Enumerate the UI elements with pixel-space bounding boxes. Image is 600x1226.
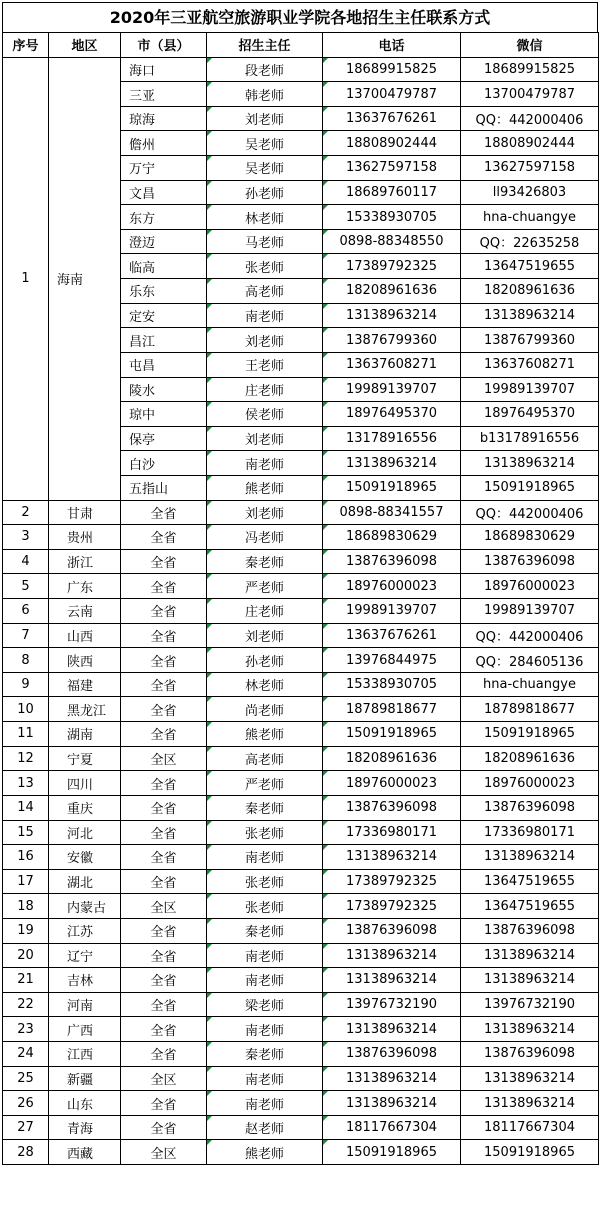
director-cell: 尚老师 xyxy=(207,697,323,722)
city-cell: 全省 xyxy=(121,722,207,747)
table-row xyxy=(3,992,599,1017)
wechat-cell: 13876799360 xyxy=(461,328,599,353)
city-cell: 琼海 xyxy=(121,106,207,131)
table-row xyxy=(3,746,599,771)
phone-cell: 18117667304 xyxy=(323,1115,461,1140)
phone-cell: 13976732190 xyxy=(323,992,461,1017)
row-index: 13 xyxy=(3,771,49,796)
wechat-cell: 13647519655 xyxy=(461,254,599,279)
city-cell: 儋州 xyxy=(121,131,207,156)
wechat-cell: 13138963214 xyxy=(461,845,599,870)
director-cell: 南老师 xyxy=(207,943,323,968)
city-cell: 全省 xyxy=(121,1115,207,1140)
phone-cell: 18976495370 xyxy=(323,402,461,427)
header-director: 招生主任 xyxy=(207,33,323,58)
region-cell: 山西 xyxy=(49,623,121,648)
wechat-cell: 13700479787 xyxy=(461,82,599,107)
phone-cell: 17389792325 xyxy=(323,894,461,919)
row-index: 18 xyxy=(3,894,49,919)
director-cell: 孙老师 xyxy=(207,180,323,205)
wechat-cell: QQ：442000406 xyxy=(461,500,599,525)
phone-cell: 15091918965 xyxy=(323,722,461,747)
table-row xyxy=(3,697,599,722)
phone-cell: 15338930705 xyxy=(323,205,461,230)
wechat-cell: 19989139707 xyxy=(461,599,599,624)
city-cell: 琼中 xyxy=(121,402,207,427)
header-row xyxy=(3,33,599,58)
wechat-cell: 13138963214 xyxy=(461,303,599,328)
phone-cell: 13627597158 xyxy=(323,156,461,181)
director-cell: 严老师 xyxy=(207,771,323,796)
phone-cell: 13637676261 xyxy=(323,106,461,131)
phone-cell: 18208961636 xyxy=(323,279,461,304)
table-row xyxy=(3,820,599,845)
phone-cell: 13138963214 xyxy=(323,943,461,968)
wechat-cell: 18208961636 xyxy=(461,279,599,304)
region-cell: 重庆 xyxy=(49,795,121,820)
phone-cell: 13138963214 xyxy=(323,451,461,476)
director-cell: 秦老师 xyxy=(207,918,323,943)
phone-cell: 13700479787 xyxy=(323,82,461,107)
table-row xyxy=(3,1091,599,1116)
table-row xyxy=(3,648,599,673)
director-cell: 南老师 xyxy=(207,1017,323,1042)
director-cell: 马老师 xyxy=(207,229,323,254)
wechat-cell: 13627597158 xyxy=(461,156,599,181)
header-phone: 电话 xyxy=(323,33,461,58)
region-cell: 海南 xyxy=(49,57,121,500)
row-index: 4 xyxy=(3,549,49,574)
phone-cell: 13637608271 xyxy=(323,352,461,377)
table-row xyxy=(3,869,599,894)
row-index: 11 xyxy=(3,722,49,747)
director-cell: 秦老师 xyxy=(207,1041,323,1066)
row-index: 17 xyxy=(3,869,49,894)
phone-cell: 13138963214 xyxy=(323,968,461,993)
contact-sheet xyxy=(2,2,598,1165)
city-cell: 全省 xyxy=(121,943,207,968)
table-row xyxy=(3,795,599,820)
director-cell: 张老师 xyxy=(207,894,323,919)
city-cell: 全区 xyxy=(121,894,207,919)
wechat-cell: 13647519655 xyxy=(461,894,599,919)
phone-cell: 13138963214 xyxy=(323,845,461,870)
phone-cell: 19989139707 xyxy=(323,599,461,624)
director-cell: 赵老师 xyxy=(207,1115,323,1140)
phone-cell: 17389792325 xyxy=(323,869,461,894)
city-cell: 全省 xyxy=(121,968,207,993)
row-index: 12 xyxy=(3,746,49,771)
director-cell: 庄老师 xyxy=(207,377,323,402)
phone-cell: 18808902444 xyxy=(323,131,461,156)
phone-cell: 18789818677 xyxy=(323,697,461,722)
director-cell: 张老师 xyxy=(207,869,323,894)
row-index: 5 xyxy=(3,574,49,599)
phone-cell: 13178916556 xyxy=(323,426,461,451)
region-cell: 安徽 xyxy=(49,845,121,870)
city-cell: 全省 xyxy=(121,869,207,894)
director-cell: 熊老师 xyxy=(207,1140,323,1165)
table-row xyxy=(3,1066,599,1091)
phone-cell: 13876799360 xyxy=(323,328,461,353)
phone-cell: 13138963214 xyxy=(323,1017,461,1042)
row-index: 6 xyxy=(3,599,49,624)
city-cell: 全省 xyxy=(121,845,207,870)
wechat-cell: QQ：442000406 xyxy=(461,106,599,131)
city-cell: 全区 xyxy=(121,746,207,771)
table-row xyxy=(3,722,599,747)
row-index: 10 xyxy=(3,697,49,722)
city-cell: 全省 xyxy=(121,525,207,550)
wechat-cell: 18808902444 xyxy=(461,131,599,156)
phone-cell: 13976844975 xyxy=(323,648,461,673)
region-cell: 宁夏 xyxy=(49,746,121,771)
wechat-cell: 13876396098 xyxy=(461,549,599,574)
region-cell: 河南 xyxy=(49,992,121,1017)
director-cell: 刘老师 xyxy=(207,328,323,353)
director-cell: 南老师 xyxy=(207,845,323,870)
row-index: 15 xyxy=(3,820,49,845)
table-row xyxy=(3,771,599,796)
wechat-cell: 13876396098 xyxy=(461,1041,599,1066)
director-cell: 刘老师 xyxy=(207,426,323,451)
director-cell: 秦老师 xyxy=(207,795,323,820)
region-cell: 吉林 xyxy=(49,968,121,993)
wechat-cell: 13647519655 xyxy=(461,869,599,894)
city-cell: 临高 xyxy=(121,254,207,279)
row-index: 26 xyxy=(3,1091,49,1116)
wechat-cell: 13138963214 xyxy=(461,451,599,476)
region-cell: 黑龙江 xyxy=(49,697,121,722)
phone-cell: 18976000023 xyxy=(323,574,461,599)
director-cell: 吴老师 xyxy=(207,131,323,156)
city-cell: 全省 xyxy=(121,623,207,648)
director-cell: 熊老师 xyxy=(207,722,323,747)
city-cell: 澄迈 xyxy=(121,229,207,254)
director-cell: 孙老师 xyxy=(207,648,323,673)
wechat-cell: 18117667304 xyxy=(461,1115,599,1140)
row-index: 3 xyxy=(3,525,49,550)
city-cell: 海口 xyxy=(121,57,207,82)
director-cell: 侯老师 xyxy=(207,402,323,427)
row-index: 23 xyxy=(3,1017,49,1042)
director-cell: 张老师 xyxy=(207,820,323,845)
director-cell: 高老师 xyxy=(207,746,323,771)
region-cell: 辽宁 xyxy=(49,943,121,968)
director-cell: 刘老师 xyxy=(207,106,323,131)
city-cell: 全省 xyxy=(121,1041,207,1066)
region-cell: 江苏 xyxy=(49,918,121,943)
table-row xyxy=(3,57,599,82)
city-cell: 屯昌 xyxy=(121,352,207,377)
row-index: 1 xyxy=(3,57,49,500)
director-cell: 熊老师 xyxy=(207,475,323,500)
city-cell: 东方 xyxy=(121,205,207,230)
region-cell: 福建 xyxy=(49,672,121,697)
header-region: 地区 xyxy=(49,33,121,58)
wechat-cell: 18689915825 xyxy=(461,57,599,82)
city-cell: 五指山 xyxy=(121,475,207,500)
phone-cell: 18689830629 xyxy=(323,525,461,550)
wechat-cell: QQ：284605136 xyxy=(461,648,599,673)
director-cell: 王老师 xyxy=(207,352,323,377)
wechat-cell: 13637608271 xyxy=(461,352,599,377)
row-index: 21 xyxy=(3,968,49,993)
city-cell: 全省 xyxy=(121,599,207,624)
table-row xyxy=(3,845,599,870)
wechat-cell: 13876396098 xyxy=(461,795,599,820)
phone-cell: 13138963214 xyxy=(323,1091,461,1116)
wechat-cell: 18976000023 xyxy=(461,574,599,599)
wechat-cell: 17336980171 xyxy=(461,820,599,845)
phone-cell: 19989139707 xyxy=(323,377,461,402)
director-cell: 韩老师 xyxy=(207,82,323,107)
wechat-cell: QQ：442000406 xyxy=(461,623,599,648)
city-cell: 全省 xyxy=(121,771,207,796)
phone-cell: 13876396098 xyxy=(323,1041,461,1066)
wechat-cell: 13138963214 xyxy=(461,1091,599,1116)
phone-cell: 13876396098 xyxy=(323,549,461,574)
phone-cell: 18208961636 xyxy=(323,746,461,771)
phone-cell: 0898-88348550 xyxy=(323,229,461,254)
region-cell: 广西 xyxy=(49,1017,121,1042)
table-row xyxy=(3,918,599,943)
wechat-cell: 13138963214 xyxy=(461,968,599,993)
table-row xyxy=(3,500,599,525)
director-cell: 南老师 xyxy=(207,1066,323,1091)
city-cell: 全省 xyxy=(121,500,207,525)
city-cell: 全区 xyxy=(121,1066,207,1091)
table-row xyxy=(3,549,599,574)
wechat-cell: 18689830629 xyxy=(461,525,599,550)
row-index: 16 xyxy=(3,845,49,870)
director-cell: 林老师 xyxy=(207,205,323,230)
wechat-cell: 13976732190 xyxy=(461,992,599,1017)
city-cell: 全省 xyxy=(121,1017,207,1042)
contact-table xyxy=(2,32,599,1165)
director-cell: 严老师 xyxy=(207,574,323,599)
wechat-cell: 13876396098 xyxy=(461,918,599,943)
phone-cell: 17389792325 xyxy=(323,254,461,279)
director-cell: 南老师 xyxy=(207,968,323,993)
table-row xyxy=(3,599,599,624)
director-cell: 段老师 xyxy=(207,57,323,82)
city-cell: 全省 xyxy=(121,697,207,722)
phone-cell: 15338930705 xyxy=(323,672,461,697)
city-cell: 陵水 xyxy=(121,377,207,402)
wechat-cell: b13178916556 xyxy=(461,426,599,451)
wechat-cell: hna-chuangye xyxy=(461,672,599,697)
row-index: 19 xyxy=(3,918,49,943)
wechat-cell: 18976000023 xyxy=(461,771,599,796)
wechat-cell: 13138963214 xyxy=(461,1066,599,1091)
director-cell: 张老师 xyxy=(207,254,323,279)
row-index: 2 xyxy=(3,500,49,525)
region-cell: 广东 xyxy=(49,574,121,599)
city-cell: 全省 xyxy=(121,648,207,673)
header-wechat: 微信 xyxy=(461,33,599,58)
region-cell: 西藏 xyxy=(49,1140,121,1165)
table-row xyxy=(3,968,599,993)
wechat-cell: 13138963214 xyxy=(461,943,599,968)
city-cell: 三亚 xyxy=(121,82,207,107)
phone-cell: 0898-88341557 xyxy=(323,500,461,525)
city-cell: 全区 xyxy=(121,1140,207,1165)
table-row xyxy=(3,525,599,550)
phone-cell: 13876396098 xyxy=(323,918,461,943)
phone-cell: 18689915825 xyxy=(323,57,461,82)
phone-cell: 13637676261 xyxy=(323,623,461,648)
phone-cell: 15091918965 xyxy=(323,475,461,500)
wechat-cell: 18976495370 xyxy=(461,402,599,427)
city-cell: 文昌 xyxy=(121,180,207,205)
phone-cell: 18976000023 xyxy=(323,771,461,796)
city-cell: 万宁 xyxy=(121,156,207,181)
table-row xyxy=(3,1041,599,1066)
city-cell: 全省 xyxy=(121,549,207,574)
director-cell: 吴老师 xyxy=(207,156,323,181)
director-cell: 冯老师 xyxy=(207,525,323,550)
phone-cell: 15091918965 xyxy=(323,1140,461,1165)
wechat-cell: 18789818677 xyxy=(461,697,599,722)
table-row xyxy=(3,623,599,648)
wechat-cell: 15091918965 xyxy=(461,475,599,500)
phone-cell: 17336980171 xyxy=(323,820,461,845)
director-cell: 高老师 xyxy=(207,279,323,304)
director-cell: 南老师 xyxy=(207,303,323,328)
director-cell: 南老师 xyxy=(207,451,323,476)
row-index: 22 xyxy=(3,992,49,1017)
header-index: 序号 xyxy=(3,33,49,58)
region-cell: 四川 xyxy=(49,771,121,796)
director-cell: 南老师 xyxy=(207,1091,323,1116)
city-cell: 全省 xyxy=(121,992,207,1017)
table-row xyxy=(3,943,599,968)
table-row xyxy=(3,1017,599,1042)
row-index: 28 xyxy=(3,1140,49,1165)
city-cell: 白沙 xyxy=(121,451,207,476)
director-cell: 梁老师 xyxy=(207,992,323,1017)
city-cell: 全省 xyxy=(121,672,207,697)
row-index: 24 xyxy=(3,1041,49,1066)
row-index: 27 xyxy=(3,1115,49,1140)
phone-cell: 13138963214 xyxy=(323,1066,461,1091)
table-row xyxy=(3,894,599,919)
wechat-cell: 19989139707 xyxy=(461,377,599,402)
director-cell: 庄老师 xyxy=(207,599,323,624)
city-cell: 全省 xyxy=(121,795,207,820)
phone-cell: 18689760117 xyxy=(323,180,461,205)
region-cell: 甘肃 xyxy=(49,500,121,525)
table-row xyxy=(3,1140,599,1165)
row-index: 8 xyxy=(3,648,49,673)
phone-cell: 13876396098 xyxy=(323,795,461,820)
wechat-cell: 13138963214 xyxy=(461,1017,599,1042)
region-cell: 湖北 xyxy=(49,869,121,894)
city-cell: 保亭 xyxy=(121,426,207,451)
city-cell: 昌江 xyxy=(121,328,207,353)
region-cell: 江西 xyxy=(49,1041,121,1066)
wechat-cell: 15091918965 xyxy=(461,722,599,747)
region-cell: 贵州 xyxy=(49,525,121,550)
sheet-title: 2020年三亚航空旅游职业学院各地招生主任联系方式 xyxy=(2,2,598,32)
region-cell: 浙江 xyxy=(49,549,121,574)
region-cell: 青海 xyxy=(49,1115,121,1140)
row-index: 7 xyxy=(3,623,49,648)
wechat-cell: QQ：22635258 xyxy=(461,229,599,254)
director-cell: 林老师 xyxy=(207,672,323,697)
table-row xyxy=(3,672,599,697)
region-cell: 河北 xyxy=(49,820,121,845)
director-cell: 刘老师 xyxy=(207,500,323,525)
header-city: 市（县） xyxy=(121,33,207,58)
director-cell: 秦老师 xyxy=(207,549,323,574)
region-cell: 山东 xyxy=(49,1091,121,1116)
wechat-cell: 15091918965 xyxy=(461,1140,599,1165)
row-index: 9 xyxy=(3,672,49,697)
city-cell: 全省 xyxy=(121,918,207,943)
table-row xyxy=(3,574,599,599)
director-cell: 刘老师 xyxy=(207,623,323,648)
region-cell: 湖南 xyxy=(49,722,121,747)
city-cell: 全省 xyxy=(121,1091,207,1116)
region-cell: 陕西 xyxy=(49,648,121,673)
wechat-cell: 18208961636 xyxy=(461,746,599,771)
table-row xyxy=(3,1115,599,1140)
row-index: 20 xyxy=(3,943,49,968)
city-cell: 乐东 xyxy=(121,279,207,304)
city-cell: 全省 xyxy=(121,820,207,845)
city-cell: 全省 xyxy=(121,574,207,599)
wechat-cell: ll93426803 xyxy=(461,180,599,205)
phone-cell: 13138963214 xyxy=(323,303,461,328)
wechat-cell: hna-chuangye xyxy=(461,205,599,230)
region-cell: 内蒙古 xyxy=(49,894,121,919)
region-cell: 云南 xyxy=(49,599,121,624)
table-body xyxy=(3,57,599,1164)
city-cell: 定安 xyxy=(121,303,207,328)
row-index: 25 xyxy=(3,1066,49,1091)
row-index: 14 xyxy=(3,795,49,820)
region-cell: 新疆 xyxy=(49,1066,121,1091)
